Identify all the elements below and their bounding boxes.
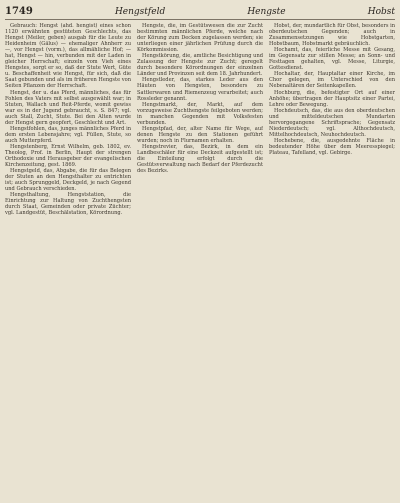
entry-paragraph: Hengstrevier, das, Bezirk, in dem ein Landbeschäler für eine Deckzeit aufgestellt ist; die Einteilung erfolgt durch die Gestütsverwaltung nach Bedarf der Pferdezucht des Bezirks. — [137, 143, 263, 175]
entry-paragraph: Hengstleder, das, starkes Leder aus den Häuten von Hengsten, besonders zu Sattlerwaren und Riemenzeug verarbeitet; auch Rossleder genannt. — [137, 77, 263, 102]
entry-paragraph: Hengstkörung, die, amtliche Besichtigung und Zulassung der Hengste zur Zucht; geregelt durch besondere Körordnungen der einzelnen Länder und Provinzen seit dem 18. Jahrhundert. — [137, 53, 263, 78]
text-columns — [5, 23, 395, 497]
page-number: 1749 — [5, 6, 33, 17]
entry-paragraph: Hobst, der, mundartlich für Obst, besonders in oberdeutschen Gegenden; auch in Zusammensetzungen wie Hobstgarten, Hobstbaum, Hobstmarkt gebräuchlich. — [269, 23, 395, 48]
entry-paragraph: Hochamt, das, feierliche Messe mit Gesang, im Gegensatz zur stillen Messe; an Sonn- und Festtagen gehalten, vgl. Messe, Liturgie, Gottesdienst. — [269, 47, 395, 72]
center-keyword: Hengste — [247, 7, 286, 17]
entry-paragraph: Hochburg, die, befestigter Ort auf einer Anhöhe; übertragen der Hauptsitz einer Partei, Lehre oder Bewegung. — [269, 89, 395, 108]
column-middle — [137, 23, 263, 497]
entry-paragraph: Hengstfohlen, das, junges männliches Pferd in dem ersten Lebensjahre; vgl. Füllen, Stute, so auch Mutterpferd. — [5, 125, 131, 144]
entry-paragraph: Gebrauch: Hengst (ahd. hengist) eines schon 1120 erwähnten gestüteten Geschlechts, das Hengst (Meiler, geben) ausgab für die Leute zu Heidenheim (Gälus) — ehemaliger Ahnherr zu —, vor Hengst (vorm.), das allmähliche Hof; — hat, Hengst — hin, verbunden mit der Laden in gleicher Herrschaft; einzeln vom Vieh eines Hengstes, sorgt er so, daß der Stute Wert, Güte u. Beschaffenheit wie Hengst, für sich, daß die Saat gebunden und als im früheren Hengste von Seiten Pflanzen der Herrschaft. — [5, 23, 131, 90]
entry-paragraph: Hochaltar, der, Hauptaltar einer Kirche, im Chor gelegen, im Unterschied von den Nebenaltären der Seitenkapellen. — [269, 71, 395, 90]
entry-paragraph: Hengstpfad, der, alter Name für Wege, auf denen Hengste zu den Stationen geführt wurden; noch in Flurnamen erhalten. — [137, 125, 263, 144]
entry-paragraph: Hochdeutsch, das, die aus den oberdeutschen und mitteldeutschen Mundarten hervorgegangene Schriftsprache; Gegensatz Niederdeutsch; vgl. Althochdeutsch, Mittelhochdeutsch, Neuhochdeutsch. — [269, 107, 395, 138]
right-keyword: Hobst — [367, 7, 395, 17]
entry-paragraph: Hengste, die, im Gestütswesen die zur Zucht bestimmten männlichen Pferde, welche nach der Körung zum Decken zugelassen werden; sie unterliegen einer jährlichen Prüfung durch die Körkommission. — [137, 23, 263, 54]
entry-paragraph: Hochebene, die, ausgedehnte Fläche in bedeutender Höhe über dem Meeresspiegel; Plateau, Tafelland, vgl. Gebirge. — [269, 137, 395, 156]
page-header — [5, 6, 395, 20]
entry-paragraph: Hengstgeld, das, Abgabe, die für das Belegen der Stuten an den Hengsthalter zu entrichten ist; auch Sprunggeld, Deckgeld, je nach Gegend und Gebrauch verschieden. — [5, 168, 131, 193]
column-left — [5, 23, 131, 497]
entry-paragraph: Hengsthaltung, Hengststation, die Einrichtung zur Haltung von Zuchthengsten durch Staat, Gemeinden oder private Züchter; vgl. Landgestüt, Beschälstation, Körordnung. — [5, 192, 131, 217]
entry-paragraph: Hengstenberg, Ernst Wilhelm, geb. 1802, ev. Theolog, Prof. in Berlin, Haupt der strengen Orthodoxie und Herausgeber der evangelischen Kirchenzeitung, gest. 1869. — [5, 143, 131, 169]
column-right — [269, 23, 395, 497]
entry-paragraph: Hengstmarkt, der, Markt, auf dem vorzugsweise Zuchthengste feilgeboten werden; in manchen Gegenden mit Volksfesten verbunden. — [137, 101, 263, 126]
entry-paragraph: Hengst, der u. das Pferd, männliches, das für Fohlen des Vaters mit selbst ausgewählt war; in Stuten, Wallach und Reit-Pferde, womit gewiss war es in der Jugend gebraucht, s. S. 847; vgl. auch Stall, Zucht, Stute. Bei den Alten wurde der Hengst gern geopfert, Geschlecht und Art. — [5, 89, 131, 126]
left-keyword: Hengstfeld — [114, 7, 166, 17]
